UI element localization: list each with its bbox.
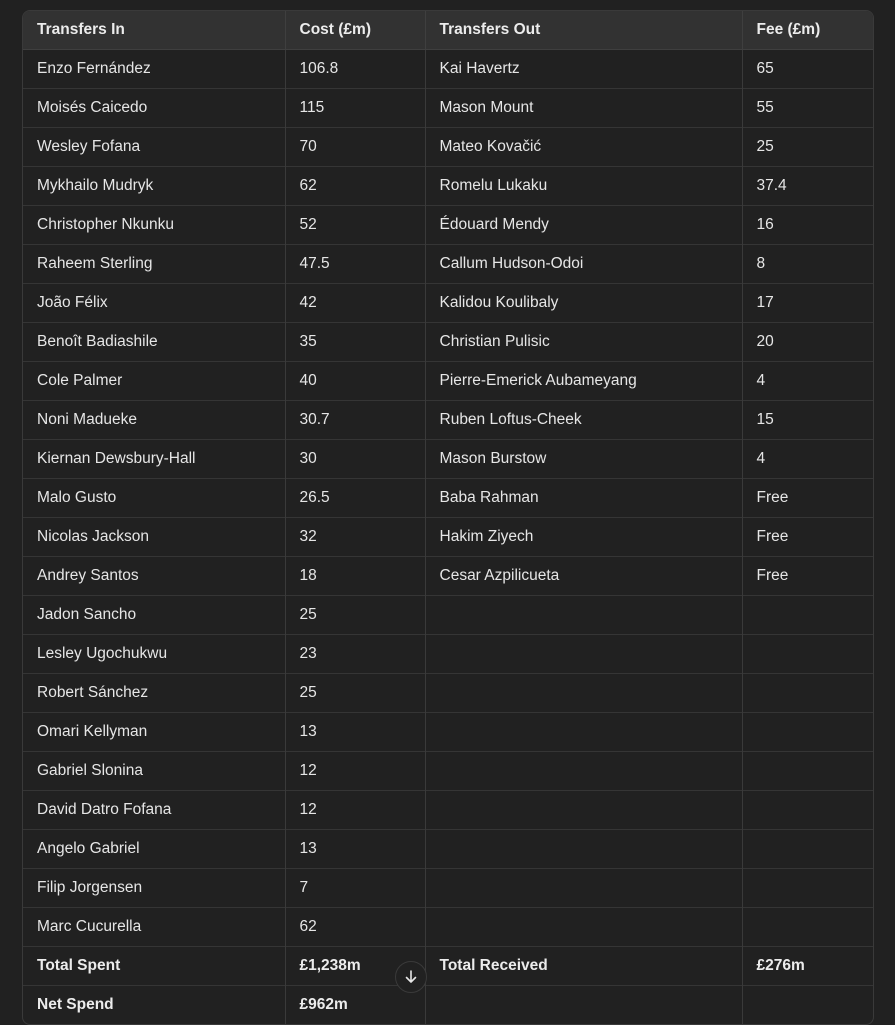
player-out-cell: Édouard Mendy [425,206,742,245]
transfers-table-container [22,10,874,1025]
total-cost-cell: £1,238m [285,947,425,986]
cost-cell: 25 [285,596,425,635]
fee-cell [742,791,873,830]
fee-cell [742,713,873,752]
fee-cell: 25 [742,128,873,167]
player-in-cell: David Datro Fofana [23,791,285,830]
fee-cell [742,674,873,713]
player-in-cell: Lesley Ugochukwu [23,635,285,674]
table-row [23,479,873,518]
cost-cell: 25 [285,674,425,713]
cost-cell: 13 [285,830,425,869]
table-row [23,440,873,479]
fee-cell: 17 [742,284,873,323]
player-out-cell [425,713,742,752]
cost-cell: 115 [285,89,425,128]
fee-cell: 37.4 [742,167,873,206]
cost-cell: 23 [285,635,425,674]
fee-cell: Free [742,518,873,557]
player-out-cell: Mason Mount [425,89,742,128]
player-in-cell: Enzo Fernández [23,50,285,89]
cost-cell: 12 [285,752,425,791]
cost-cell: 32 [285,518,425,557]
player-out-cell [425,635,742,674]
table-row [23,401,873,440]
header-transfers-out: Transfers Out [425,11,742,50]
table-row [23,713,873,752]
fee-cell: 55 [742,89,873,128]
fee-cell: 8 [742,245,873,284]
cost-cell: 62 [285,908,425,947]
totals-row [23,947,873,986]
player-in-cell: João Félix [23,284,285,323]
player-out-cell [425,869,742,908]
table-row [23,596,873,635]
player-in-cell: Noni Madueke [23,401,285,440]
table-row [23,167,873,206]
table-row [23,830,873,869]
table-row [23,791,873,830]
player-in-cell: Raheem Sterling [23,245,285,284]
table-row [23,128,873,167]
player-out-cell [425,596,742,635]
total-player-in-cell: Total Spent [23,947,285,986]
header-transfers-in: Transfers In [23,11,285,50]
table-header-row [23,11,873,50]
player-out-cell: Romelu Lukaku [425,167,742,206]
cost-cell: 70 [285,128,425,167]
cost-cell: 62 [285,167,425,206]
player-in-cell: Kiernan Dewsbury-Hall [23,440,285,479]
total-player-out-cell: Total Received [425,947,742,986]
total-fee-cell [742,986,873,1025]
arrow-down-icon [403,969,419,985]
table-row [23,752,873,791]
player-out-cell [425,908,742,947]
fee-cell: 65 [756,60,774,77]
player-out-cell: Kalidou Koulibaly [425,284,742,323]
scroll-to-bottom-button[interactable] [395,961,427,993]
cost-cell: 18 [285,557,425,596]
fee-cell: 15 [742,401,873,440]
table-row [23,557,873,596]
fee-cell: 16 [742,206,873,245]
player-in-cell: Marc Cucurella [23,908,285,947]
total-cost-cell: £962m [285,986,425,1025]
total-player-out-cell [425,986,742,1025]
fee-cell: Free [742,557,873,596]
player-in-cell: Christopher Nkunku [23,206,285,245]
player-out-cell: Callum Hudson-Odoi [425,245,742,284]
cost-cell: 7 [285,869,425,908]
cost-cell: 47.5 [285,245,425,284]
player-out-cell: Pierre-Emerick Aubameyang [425,362,742,401]
cost-cell: 35 [285,323,425,362]
table-row [23,908,873,947]
player-out-cell: Mateo Kovačić [425,128,742,167]
fee-cell [742,908,873,947]
player-in-cell: Nicolas Jackson [23,518,285,557]
table-row [23,323,873,362]
player-in-cell: Filip Jorgensen [23,869,285,908]
fee-cell: 20 [742,323,873,362]
player-out-cell [425,674,742,713]
fee-cell: Free [742,479,873,518]
table-body [23,50,873,1025]
player-in-cell: Angelo Gabriel [23,830,285,869]
cost-cell: 26.5 [285,479,425,518]
fee-cell [742,635,873,674]
net-spend-row [23,986,873,1025]
player-in-cell: Mykhailo Mudryk [23,167,285,206]
player-out-cell [425,752,742,791]
fee-cell [742,752,873,791]
header-cost: Cost (£m) [285,11,425,50]
player-out-cell: Mason Burstow [425,440,742,479]
cost-cell: 106.8 [285,50,425,89]
cost-cell: 52 [285,206,425,245]
table-row [23,206,873,245]
player-in-cell: Robert Sánchez [23,674,285,713]
table-row [23,245,873,284]
player-in-cell: Jadon Sancho [23,596,285,635]
table-row [23,89,873,128]
fee-cell [742,869,873,908]
player-in-cell: Gabriel Slonina [23,752,285,791]
player-in-cell: Moisés Caicedo [23,89,285,128]
table-row [23,869,873,908]
player-out-cell: Ruben Loftus-Cheek [425,401,742,440]
header-fee: Fee (£m) [742,11,873,50]
player-in-cell: Benoît Badiashile [23,323,285,362]
player-out-cell: Baba Rahman [425,479,742,518]
table-row [23,518,873,557]
player-out-cell: Cesar Azpilicueta [425,557,742,596]
cost-cell: 40 [285,362,425,401]
player-out-cell [425,830,742,869]
fee-cell: 4 [742,440,873,479]
fee-cell [742,830,873,869]
cost-cell: 12 [285,791,425,830]
total-fee-cell: £276m [742,947,873,986]
player-out-cell: Hakim Ziyech [425,518,742,557]
total-player-in-cell: Net Spend [23,986,285,1025]
player-out-cell [425,791,742,830]
table-row [23,362,873,401]
table-row [23,50,873,89]
transfers-table [23,11,873,1024]
cost-cell: 13 [285,713,425,752]
cost-cell: 42 [285,284,425,323]
table-row [23,284,873,323]
cost-cell: 30 [285,440,425,479]
player-in-cell: Andrey Santos [23,557,285,596]
player-out-cell: Christian Pulisic [425,323,742,362]
player-out-cell: Kai Havertz [425,50,742,89]
fee-cell: 4 [742,362,873,401]
table-row [23,674,873,713]
cost-cell: 30.7 [285,401,425,440]
player-in-cell: Malo Gusto [23,479,285,518]
player-in-cell: Cole Palmer [23,362,285,401]
player-in-cell: Omari Kellyman [23,713,285,752]
table-row [23,635,873,674]
player-in-cell: Wesley Fofana [23,128,285,167]
fee-cell [742,596,873,635]
